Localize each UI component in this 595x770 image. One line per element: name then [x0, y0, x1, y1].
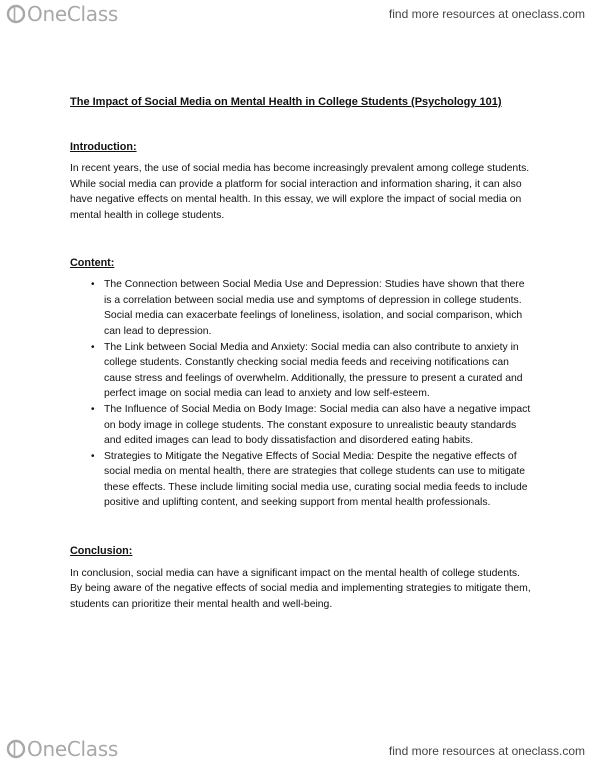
oneclass-logo-icon [6, 4, 26, 24]
introduction-paragraph: In recent years, the use of social media has become increasingly prevalent among college students. While social media can provide a platform for social interaction and information sharing, it can also have negative effects on mental health. In this essay, we will explore the impact of social media on mental health in college students. [70, 163, 530, 221]
oneclass-logo[interactable] [6, 3, 118, 25]
document-title: The Impact of Social Media on Mental Health in College Students (Psychology 101) [70, 96, 502, 108]
bullet-item: • The Influence of Social Media on Body Image: Social media can also have a negative impact on body image in college students. The constant exposure to unrealistic beauty standards and edited images can lead to body dissatisfaction and disordered eating habits. [104, 402, 532, 449]
introduction-section [70, 140, 532, 224]
oneclass-footer-logo[interactable] [6, 738, 118, 760]
conclusion-section [70, 544, 532, 612]
oneclass-logo-text: OneClass [27, 2, 118, 26]
document-body [70, 95, 532, 612]
header-tagline-link[interactable]: find more resources at oneclass.com [388, 7, 585, 21]
conclusion-heading: Conclusion: [70, 545, 133, 558]
content-heading: Content: [70, 256, 115, 269]
oneclass-footer-logo-text: OneClass [27, 737, 118, 761]
conclusion-paragraph: In conclusion, social media can have a significant impact on the mental health of college students. By being aware of the negative effects of social media and implementing strategies to mitigate them, students can prioritize their mental health and well-being. [70, 567, 531, 610]
introduction-heading: Introduction: [70, 140, 137, 153]
bullet-item: • The Connection between Social Media Use and Depression: Studies have shown that there is a correlation between social media use and symptoms of depression in college students. Social media can exacerbate feelings of loneliness, isolation, and social comparison, which can lead to depression. [104, 277, 532, 339]
bullet-item: • Strategies to Mitigate the Negative Effects of Social Media: Despite the negative effects of social media on mental health, there are strategies that college students can use to mitigate these effects. These include limiting social media use, curating social media feeds to include positive and uplifting content, and seeking support from mental health professionals. [104, 449, 532, 511]
content-bullet-list [70, 277, 532, 511]
bullet-item: • The Link between Social Media and Anxiety: Social media can also contribute to anxiety in college students. Constantly checking social media feeds and receiving notifications can cause stress and feelings of overwhelm. Additionally, the pressure to present a curated and perfect image on social media can lead to anxiety and low self-esteem. [104, 340, 532, 402]
oneclass-logo-icon [6, 739, 26, 759]
content-section [70, 256, 532, 512]
footer-tagline-link[interactable]: find more resources at oneclass.com [388, 744, 585, 758]
